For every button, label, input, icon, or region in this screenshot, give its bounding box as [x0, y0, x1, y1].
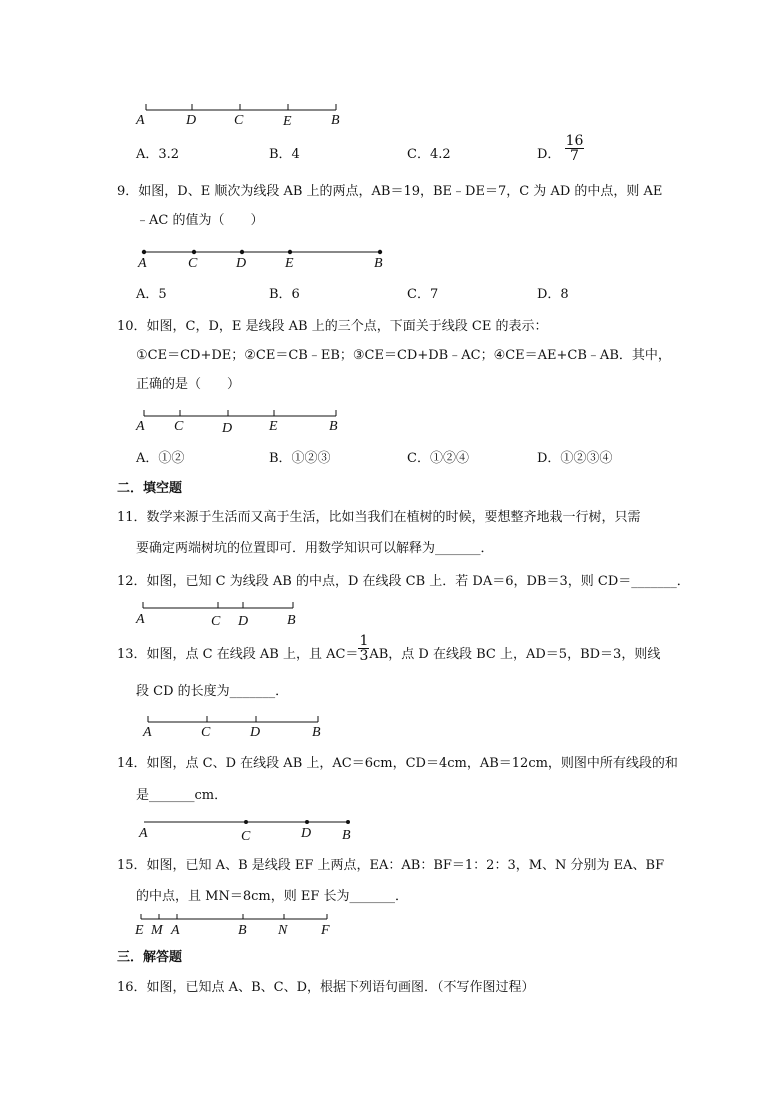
point-label-b: B [342, 828, 351, 843]
q9-option-a: A．5 [136, 287, 167, 302]
point-label-a: A [136, 113, 145, 128]
q9-option-d: D．8 [537, 287, 569, 302]
point-label-d: D [222, 421, 233, 436]
q10-option-a: A．①② [136, 451, 185, 466]
q16-text-line1: 16．如图，已知点 A、B、C、D，根据下列语句画图．（不写作图过程） [117, 980, 535, 995]
q10-option-c: C．①②④ [407, 451, 469, 466]
q9-option-b: B．6 [269, 287, 300, 302]
q8-option-d [537, 133, 584, 164]
point-label-d: D [238, 614, 249, 629]
point-label-b: B [238, 923, 247, 938]
section-heading-answer: 三．解答题 [117, 950, 183, 965]
point-label-d: D [250, 725, 261, 740]
point-label-m: M [151, 923, 163, 938]
point-label-e: E [283, 114, 292, 129]
q14-text-line1: 14．如图，点 C、D 在线段 AB 上，AC＝6cm，CD＝4cm，AB＝12cm，则图中所有线段的和 [117, 756, 678, 771]
point-label-a: A [138, 256, 147, 271]
point-label-a: A [143, 725, 152, 740]
q11-text-line2: 要确定两端树坑的位置即可．用数学知识可以解释为_______． [136, 541, 494, 556]
q9-option-c: C．7 [407, 287, 439, 302]
q9-text-line2: ﹣AC 的值为（ ） [136, 213, 264, 228]
q8-option-a: A．3.2 [136, 147, 180, 162]
fraction-denominator: 3 [359, 648, 369, 664]
point-label-e: E [135, 923, 144, 938]
q10-option-d: D．①②③④ [537, 451, 613, 466]
q15-text-line1: 15．如图，已知 A、B 是线段 EF 上两点，EA：AB：BF＝1：2：3，M、N 分别为 EA、BF [117, 858, 665, 873]
fraction-denominator: 7 [570, 148, 579, 164]
q14-text-line2: 是_______cm． [136, 788, 228, 803]
point-label-b: B [374, 256, 383, 271]
point-label-c: C [188, 256, 198, 271]
q9-text-line1: 9．如图，D、E 顺次为线段 AB 上的两点，AB＝19，BE﹣DE＝7，C 为 AD 的中点，则 AE [117, 184, 663, 199]
point-label-d: D [301, 826, 312, 841]
q13-text-line2: 段 CD 的长度为_______． [136, 684, 289, 699]
q9-figure [130, 245, 400, 275]
q15-text-line2: 的中点，且 MN＝8cm，则 EF 长为_______． [136, 889, 408, 904]
q8-option-c: C．4.2 [407, 147, 451, 162]
q13-text-part2: AB，点 D 在线段 BC 上，AD＝5，BD＝3，则线 [369, 647, 661, 662]
fraction [358, 634, 369, 663]
q12-text-line1: 12．如图，已知 C 为线段 AB 的中点，D 在线段 CB 上．若 DA＝6，DB＝3，则 CD＝_______． [117, 574, 690, 589]
q8-option-b: B．4 [269, 147, 300, 162]
q14-figure [130, 815, 370, 845]
point-label-c: C [201, 725, 211, 740]
q13-text-line1 [117, 633, 661, 664]
point-label-d: D [186, 113, 197, 128]
point-label-a: A [139, 826, 148, 841]
section-heading-fill-in: 二．填空题 [117, 481, 183, 496]
point-label-d: D [236, 256, 247, 271]
point-label-b: B [312, 725, 321, 740]
q8-figure [130, 100, 360, 130]
point-label-b: B [287, 613, 296, 628]
q10-text-line1: 10．如图，C，D，E 是线段 AB 上的三个点，下面关于线段 CE 的表示： [117, 319, 548, 334]
point-label-f: F [321, 923, 330, 938]
point-label-e: E [285, 256, 294, 271]
fraction-numerator: 16 [565, 133, 584, 149]
q10-option-b: B．①②③ [269, 451, 331, 466]
q8-option-d-prefix: D． [537, 147, 561, 162]
q12-figure [130, 600, 330, 630]
point-label-a: A [171, 923, 180, 938]
point-label-b: B [329, 419, 338, 434]
point-label-c: C [211, 614, 221, 629]
fraction-numerator: 1 [359, 633, 369, 649]
point-label-a: A [136, 612, 145, 627]
q11-text-line1: 11．数学来源于生活而又高于生活，比如当我们在植树的时候，要想整齐地栽一行树，只需 [117, 510, 641, 525]
point-label-c: C [241, 829, 251, 844]
point-label-e: E [269, 419, 278, 434]
point-label-c: C [234, 113, 244, 128]
q10-text-line2: ①CE＝CD+DE；②CE＝CB﹣EB；③CE＝CD+DB﹣AC；④CE＝AE+CB﹣AB．其中， [136, 348, 671, 363]
point-label-b: B [331, 113, 340, 128]
point-label-n: N [278, 923, 288, 938]
q10-text-line3: 正确的是（ ） [136, 377, 241, 392]
fraction [565, 134, 585, 163]
point-label-c: C [174, 419, 184, 434]
point-label-a: A [136, 419, 145, 434]
q13-text-part1: 13．如图，点 C 在线段 AB 上，且 AC＝ [117, 647, 359, 662]
q15-figure [130, 913, 350, 941]
q10-figure [130, 407, 360, 437]
q13-figure [135, 714, 335, 744]
